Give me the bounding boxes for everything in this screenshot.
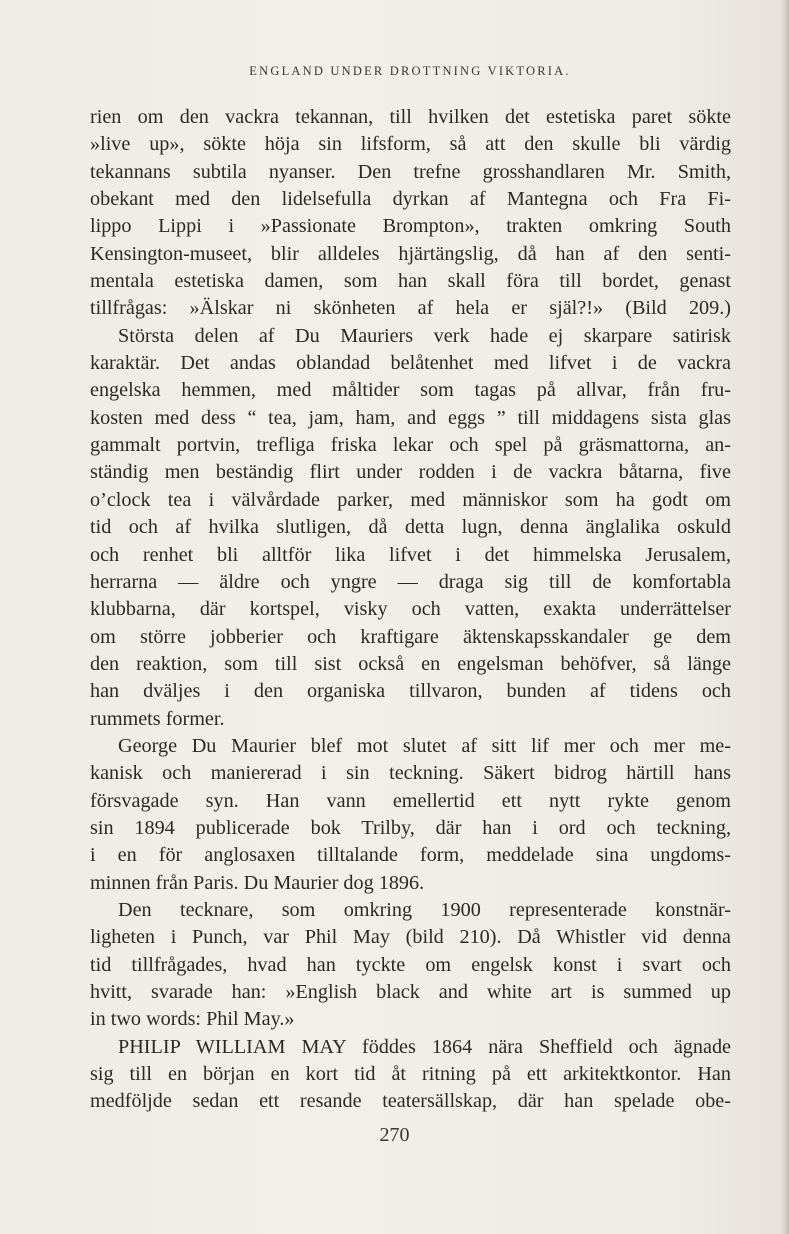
text-line: George Du Maurier blef mot slutet af sitt lif mer och mer me-: [118, 734, 731, 757]
text-line: kanisk och maniererad i sin teckning. Säkert bidrog härtill hans: [90, 762, 731, 785]
text-line: sin 1894 publicerade bok Trilby, där han i ord och teckning,: [90, 816, 731, 839]
text-line: »live up», sökte höja sin lifsform, så att den skulle bli värdig: [90, 133, 731, 156]
text-line: han dväljes i den organiska tillvaron, bunden af tidens och: [90, 680, 731, 703]
text-line: herrarna — äldre och yngre — draga sig till de komfortabla: [90, 570, 731, 593]
body-text: [90, 104, 731, 1116]
text-line: klubbarna, där kortspel, visky och vatten, exakta underrättelser: [90, 598, 731, 621]
text-line: sig till en början en kort tid åt ritning på ett arkitektkontor. Han: [90, 1063, 731, 1086]
text-line: rien om den vackra tekannan, till hvilken det estetiska paret sökte: [90, 106, 731, 128]
text-line: kosten med dess “ tea, jam, ham, and eggs ” till middagens sista glas: [90, 406, 731, 429]
text-line: gammalt portvin, trefliga friska lekar och spel på gräsmattorna, an-: [90, 434, 731, 457]
text-line: ligheten i Punch, var Phil May (bild 210). Då Whistler vid denna: [90, 926, 731, 949]
text-line: mentala estetiska damen, som han skall föra till bordet, genast: [90, 270, 731, 293]
page-edge-shadow: [781, 0, 789, 1234]
text-line: in two words: Phil May.»: [90, 1008, 295, 1031]
text-line: karaktär. Det andas oblandad belåtenhet med lifvet i de vackra: [90, 352, 731, 375]
text-line: rummets former.: [90, 707, 225, 730]
text-line: lippo Lippi i »Passionate Brompton», trakten omkring South: [90, 215, 731, 238]
text-line: försvagade syn. Han vann emellertid ett nytt rykte genom: [90, 789, 731, 812]
text-line: Största delen af Du Mauriers verk hade ej skarpare satirisk: [118, 324, 731, 347]
text-line: i en för anglosaxen tilltalande form, meddelade sina ungdoms-: [90, 844, 731, 867]
text-line: och renhet bli alltför lika lifvet i det himmelska Jerusalem,: [90, 543, 731, 566]
text-line: Den tecknare, som omkring 1900 representerade konstnär-: [118, 898, 731, 921]
text-line: medföljde sedan ett resande teatersällskap, där han spelade obe-: [90, 1090, 731, 1113]
text-line: den reaktion, som till sist också en engelsman behöfver, så länge: [90, 652, 731, 675]
text-line: hvitt, svarade han: »English black and white art is summed up: [90, 981, 731, 1003]
text-line: ständig men beständig flirt under rodden i de vackra båtarna, five: [90, 461, 731, 484]
text-line: obekant med den lidelsefulla dyrkan af Mantegna och Fra Fi-: [90, 188, 731, 211]
text-line: o’clock tea i välvårdade parker, med människor som ha godt om: [90, 488, 731, 511]
text-line: om större jobberier och kraftigare äktenskapsskandaler ge dem: [90, 625, 731, 648]
page-number: 270: [379, 1124, 410, 1146]
running-header: ENGLAND UNDER DROTTNING VIKTORIA.: [249, 64, 571, 78]
text-line: minnen från Paris. Du Maurier dog 1896.: [90, 871, 425, 894]
text-line: Kensington-museet, blir alldeles hjärtängslig, då han af den senti-: [90, 242, 731, 265]
text-line: tid och af hvilka slutligen, då detta lugn, denna änglalika oskuld: [90, 516, 731, 539]
text-line: tekannans subtila nyanser. Den trefne grosshandlaren Mr. Smith,: [90, 160, 731, 183]
text-line: PHILIP WILLIAM MAY föddes 1864 nära Sheffield och ägnade: [118, 1035, 731, 1058]
text-line: tid tillfrågades, hvad han tyckte om engelsk konst i svart och: [90, 953, 731, 976]
text-line: engelska hemmen, med måltider som tagas på allvar, från fru-: [90, 379, 731, 402]
text-line: tillfrågas: »Älskar ni skönheten af hela er själ?!» (Bild 209.): [90, 297, 731, 320]
